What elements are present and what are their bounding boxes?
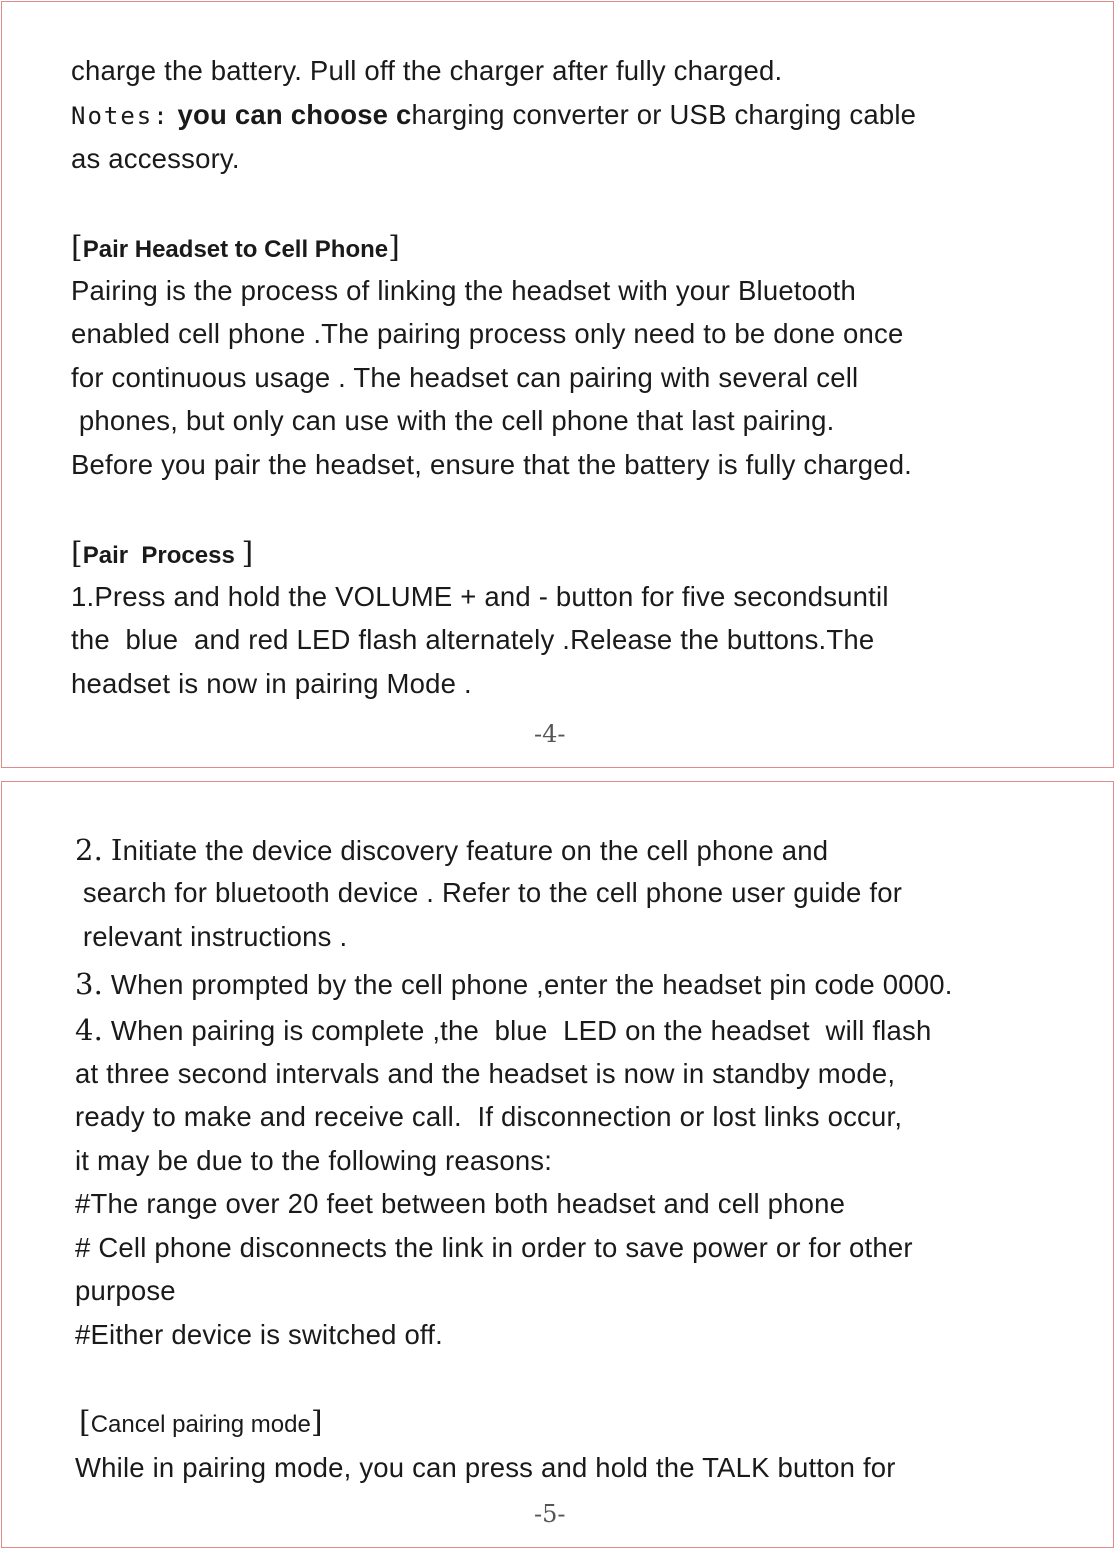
step-line: the blue and red LED flash alternately .Release the buttons.The	[71, 624, 875, 655]
reason-line: purpose	[75, 1275, 176, 1306]
paragraph-line: enabled cell phone .The pairing process only need to be done once	[71, 318, 904, 349]
manual-page-5	[1, 781, 1114, 1548]
section-heading-pair-process: [Pair Process ]	[71, 536, 254, 571]
step-number: 3.	[75, 967, 104, 1001]
paragraph-line: phones, but only can use with the cell phone that last pairing.	[71, 405, 835, 436]
step4-line	[75, 1013, 931, 1047]
paragraph-line: for continuous usage . The headset can pairing with several cell	[71, 362, 859, 393]
step4-text: When pairing is complete ,the blue LED on the headset will flash	[103, 1015, 932, 1046]
step-line: relevant instructions .	[75, 921, 348, 952]
paragraph-line: Before you pair the headset, ensure that the battery is fully charged.	[71, 449, 913, 480]
step3-text: When prompted by the cell phone ,enter the headset pin code 0000.	[103, 969, 953, 1000]
section-heading-cancel-pairing: [Cancel pairing mode]	[79, 1405, 323, 1440]
page-number: -4-	[534, 720, 566, 748]
step-number: 4.	[75, 1013, 104, 1047]
section-heading-pair-headset: [Pair Headset to Cell Phone]	[71, 230, 400, 265]
step-line: 1.Press and hold the VOLUME + and - button for five secondsuntil	[71, 581, 889, 612]
reason-line: #The range over 20 feet between both headset and cell phone	[75, 1188, 846, 1219]
step-line: search for bluetooth device . Refer to the cell phone user guide for	[75, 877, 903, 908]
reason-line: # Cell phone disconnects the link in order to save power or for other	[75, 1232, 913, 1263]
notes-line	[71, 99, 916, 131]
step-number: 2.	[75, 833, 104, 867]
step-line: at three second intervals and the headset is now in standby mode,	[75, 1058, 896, 1089]
step2-text: nitiate the device discovery feature on the cell phone and	[122, 835, 829, 866]
step3-line	[75, 967, 953, 1001]
notes-rest: harging converter or USB charging cable	[411, 99, 917, 130]
page-number: -5-	[534, 1500, 566, 1528]
step2-line	[75, 833, 828, 867]
step-line: ready to make and receive call. If disconnection or lost links occur,	[75, 1101, 903, 1132]
manual-page-4	[1, 1, 1114, 768]
notes-label: Notes:	[71, 102, 170, 130]
text-line: as accessory.	[71, 143, 240, 174]
text-line: charge the battery. Pull off the charger after fully charged.	[71, 55, 783, 86]
step-line: it may be due to the following reasons:	[75, 1145, 553, 1176]
notes-bold: you can choose c	[177, 99, 412, 130]
text-line: While in pairing mode, you can press and hold the TALK button for	[75, 1452, 896, 1483]
paragraph-line: Pairing is the process of linking the headset with your Bluetooth	[71, 275, 856, 306]
step2-initial: I	[110, 833, 123, 867]
reason-line: #Either device is switched off.	[75, 1319, 443, 1350]
step-line: headset is now in pairing Mode .	[71, 668, 472, 699]
